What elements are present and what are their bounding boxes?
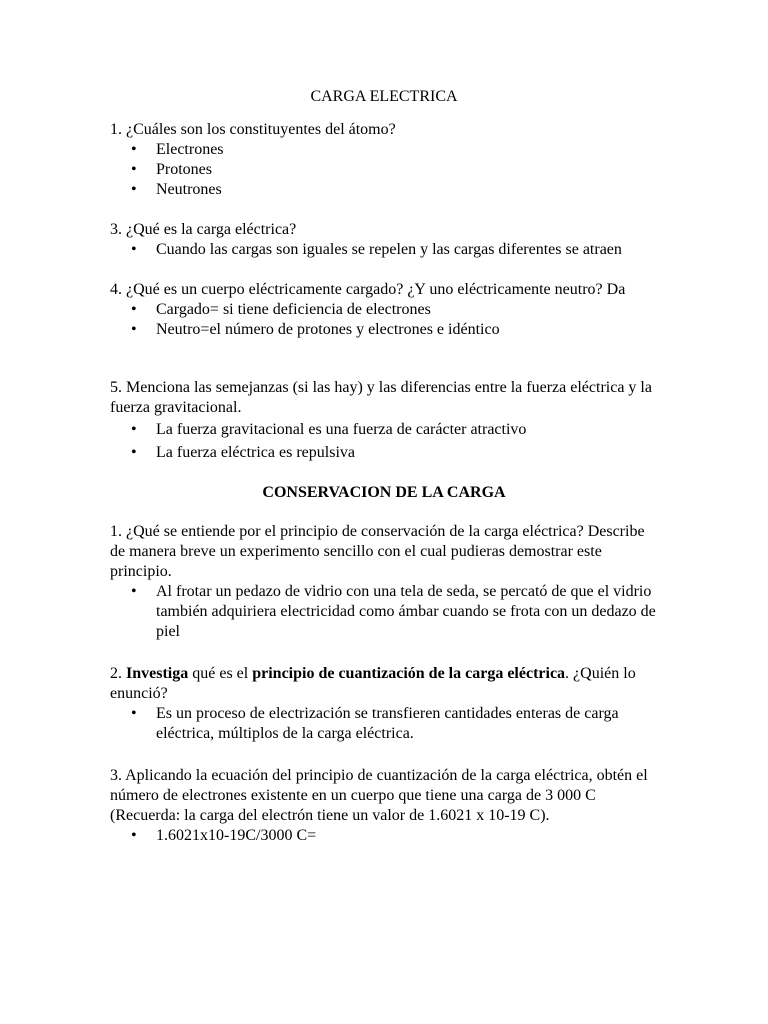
question-5: 5. Menciona las semejanzas (si las hay) y las diferencias entre la fuerza eléctrica y la fuerza gravitacional. (110, 379, 652, 416)
bold-term-principio: principio de cuantización de la carga eléctrica (252, 665, 566, 682)
question-prefix: 2. (110, 665, 126, 682)
list-item: • Protones (156, 160, 658, 180)
section2-answer-list-2 (110, 704, 658, 744)
section2-question-1: 1. ¿Qué se entiende por el principio de conservación de la carga eléctrica? Describe de manera breve un experimento sencillo con el cual pudieras demostrar este principio. (110, 523, 645, 580)
list-item: • Cuando las cargas son iguales se repelen y las cargas diferentes se atraen (156, 240, 658, 260)
answer-list-4 (110, 300, 658, 340)
list-item: • Al frotar un pedazo de vidrio con una tela de seda, se percató de que el vidrio también adquiriera electricidad como ámbar cuando se frota con un dedazo de piel (156, 582, 658, 642)
question-suffix: . ¿Quién lo enunció? (110, 665, 636, 702)
section-title: CONSERVACION DE LA CARGA (262, 484, 506, 501)
list-item: • Es un proceso de electrización se transfieren cantidades enteras de carga eléctrica, múltiplos de la carga eléctrica. (156, 704, 658, 744)
answer-list-3 (110, 240, 658, 260)
bold-term-investiga: Investiga (126, 665, 189, 682)
question-4: 4. ¿Qué es un cuerpo eléctricamente cargado? ¿Y uno eléctricamente neutro? Da (110, 281, 626, 298)
list-item: • Neutro=el número de protones y electrones e idéntico (156, 320, 658, 340)
answer-list-1 (110, 140, 658, 200)
section2-question-2 (110, 664, 658, 704)
document-page (110, 86, 658, 846)
section2-answer-list-3 (110, 826, 658, 846)
section2-question-3: 3. Aplicando la ecuación del principio de cuantización de la carga eléctrica, obtén el número de electrones existente en un cuerpo que tiene una carga de 3 000 C (Recuerda: la carga del electrón tiene un valor de 1.6021 x 10-19 C). (110, 767, 648, 824)
list-item: • La fuerza eléctrica es repulsiva (156, 441, 658, 464)
question-3: 3. ¿Qué es la carga eléctrica? (110, 221, 297, 238)
section2-answer-list-1 (110, 582, 658, 642)
question-mid: qué es el (188, 665, 253, 682)
list-item: • 1.6021x10-19C/3000 C= (156, 826, 658, 846)
answer-list-5 (110, 418, 658, 464)
list-item: • Cargado= si tiene deficiencia de electrones (156, 300, 658, 320)
list-item: • Neutrones (156, 180, 658, 200)
list-item: • Electrones (156, 140, 658, 160)
list-item: • La fuerza gravitacional es una fuerza de carácter atractivo (156, 418, 658, 441)
document-title: CARGA ELECTRICA (310, 88, 458, 105)
question-1: 1. ¿Cuáles son los constituyentes del átomo? (110, 121, 396, 138)
